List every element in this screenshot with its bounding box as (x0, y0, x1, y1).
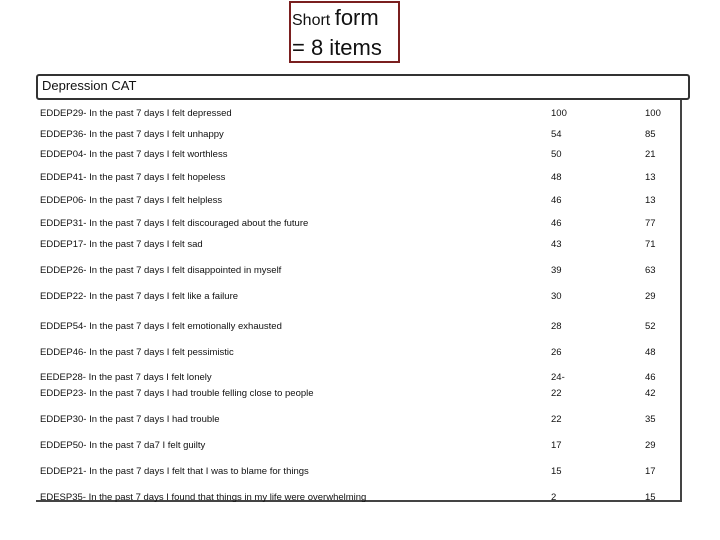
row-item-text: EDDEP46- In the past 7 days I felt pessimistic (40, 347, 234, 358)
table-row (0, 195, 720, 209)
row-value-1: 17 (551, 440, 562, 451)
row-value-2: 13 (645, 195, 656, 206)
table-row (0, 149, 720, 163)
row-item-text: EDDEP54- In the past 7 days I felt emotionally exhausted (40, 321, 282, 332)
table-row (0, 218, 720, 232)
row-value-2: 29 (645, 440, 656, 451)
table-title: Depression CAT (42, 78, 137, 93)
row-value-1: 30 (551, 291, 562, 302)
row-value-2: 42 (645, 388, 656, 399)
row-value-1: 48 (551, 172, 562, 183)
item-count: = 8 items (292, 35, 382, 60)
row-value-1: 43 (551, 239, 562, 250)
row-value-2: 35 (645, 414, 656, 425)
row-value-2: 71 (645, 239, 656, 250)
table-row (0, 321, 720, 335)
row-value-2: 21 (645, 149, 656, 160)
row-value-1: 39 (551, 265, 562, 276)
short-form-box (289, 1, 400, 63)
table-row (0, 239, 720, 253)
row-value-1: 46 (551, 195, 562, 206)
row-item-text: EEDEP28- In the past 7 days I felt lonely (40, 372, 212, 383)
row-item-text: EDDEP30- In the past 7 days I had trouble (40, 414, 220, 425)
table-row (0, 172, 720, 186)
table-row (0, 388, 720, 402)
short-form-label (292, 5, 379, 31)
short-word: Short (292, 12, 331, 29)
row-value-1: 24- (551, 372, 565, 383)
table-row (0, 440, 720, 454)
row-value-2: 85 (645, 129, 656, 140)
row-item-text: EDDEP21- In the past 7 days I felt that I was to blame for things (40, 466, 309, 477)
row-value-1: 28 (551, 321, 562, 332)
table-row (0, 265, 720, 279)
row-item-text: EDESP35- In the past 7 days I found that things in my life were overwhelming (40, 492, 367, 503)
row-item-text: EDDEP06- In the past 7 days I felt helpless (40, 195, 223, 206)
table-row (0, 372, 720, 386)
row-value-2: 100 (645, 108, 661, 119)
row-item-text: EDDEP36- In the past 7 days I felt unhappy (40, 129, 224, 140)
row-value-1: 2 (551, 492, 557, 503)
row-item-text: EDDEP29- In the past 7 days I felt depressed (40, 108, 232, 119)
row-item-text: EDDEP17- In the past 7 days I felt sad (40, 239, 203, 250)
row-value-2: 29 (645, 291, 656, 302)
table-header (36, 74, 690, 100)
row-item-text: EDDEP26- In the past 7 days I felt disappointed in myself (40, 265, 282, 276)
row-value-1: 15 (551, 466, 562, 477)
row-value-2: 77 (645, 218, 656, 229)
row-value-2: 13 (645, 172, 656, 183)
table-row (0, 466, 720, 480)
form-word: form (334, 5, 379, 30)
row-value-1: 22 (551, 388, 562, 399)
row-value-1: 50 (551, 149, 562, 160)
table-row (0, 492, 720, 506)
row-value-1: 22 (551, 414, 562, 425)
row-value-2: 46 (645, 372, 656, 383)
row-value-2: 52 (645, 321, 656, 332)
row-value-1: 46 (551, 218, 562, 229)
row-item-text: EDDEP50- In the past 7 da7 I felt guilty (40, 440, 206, 451)
row-value-1: 100 (551, 108, 567, 119)
table-row (0, 129, 720, 143)
row-value-1: 54 (551, 129, 562, 140)
row-value-1: 26 (551, 347, 562, 358)
row-item-text: EDDEP31- In the past 7 days I felt discouraged about the future (40, 218, 309, 229)
row-item-text: EDDEP22- In the past 7 days I felt like a failure (40, 291, 239, 302)
row-item-text: EDDEP23- In the past 7 days I had trouble felling close to people (40, 388, 314, 399)
table-row (0, 291, 720, 305)
row-item-text: EDDEP41- In the past 7 days I felt hopeless (40, 172, 226, 183)
row-value-2: 63 (645, 265, 656, 276)
row-value-2: 48 (645, 347, 656, 358)
table-row (0, 347, 720, 361)
row-value-2: 15 (645, 492, 656, 503)
row-value-2: 17 (645, 466, 656, 477)
row-item-text: EDDEP04- In the past 7 days I felt worthless (40, 149, 228, 160)
table-row (0, 108, 720, 122)
table-row (0, 414, 720, 428)
